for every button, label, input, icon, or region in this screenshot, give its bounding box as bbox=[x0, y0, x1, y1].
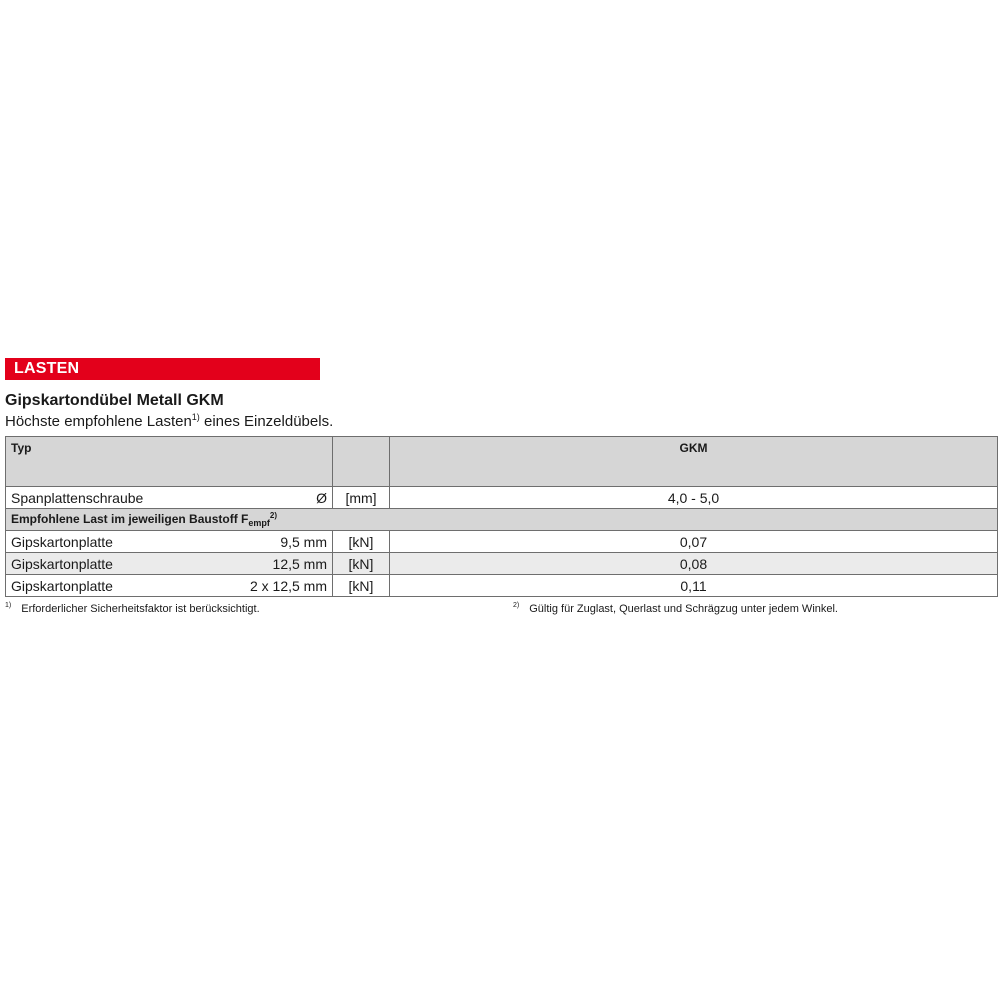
screw-unit-cell bbox=[333, 487, 390, 509]
header-product-cell bbox=[390, 437, 998, 487]
subtitle-footnote-mark: 1) bbox=[191, 412, 200, 422]
screw-unit: [mm] bbox=[345, 489, 377, 506]
table-section-row-load bbox=[6, 509, 998, 531]
table-row bbox=[6, 531, 998, 553]
load-label: Gipskartonplatte bbox=[11, 533, 113, 550]
section-heading-lasten bbox=[5, 358, 320, 380]
load-value: 0,07 bbox=[679, 533, 708, 550]
footnote-1-text: Erforderlicher Sicherheitsfaktor ist berücksichtigt. bbox=[21, 603, 260, 615]
header-unit-cell bbox=[333, 437, 390, 487]
load-label: Gipskartonplatte bbox=[11, 577, 113, 594]
load-unit-cell bbox=[333, 553, 390, 575]
load-unit-cell bbox=[333, 531, 390, 553]
footnote-2-text: Gültig für Zuglast, Querlast und Schrägzug unter jedem Winkel. bbox=[529, 603, 838, 615]
table-row bbox=[6, 553, 998, 575]
load-value-cell bbox=[390, 575, 998, 597]
load-thickness: 2 x 12,5 mm bbox=[249, 577, 327, 594]
load-value-cell bbox=[390, 553, 998, 575]
load-label-cell bbox=[6, 531, 333, 553]
load-value: 0,08 bbox=[679, 555, 708, 572]
section-heading-label: LASTEN bbox=[14, 360, 80, 377]
load-label-cell bbox=[6, 575, 333, 597]
table-row bbox=[6, 575, 998, 597]
load-value: 0,11 bbox=[680, 577, 707, 594]
screw-label: Spanplattenschraube bbox=[11, 489, 144, 506]
load-section-footnote-mark: 2) bbox=[269, 511, 278, 520]
product-title: Gipskartondübel Metall GKM bbox=[5, 392, 224, 409]
table-header-row bbox=[6, 437, 998, 487]
header-product-label: GKM bbox=[679, 441, 708, 455]
header-type-label: Typ bbox=[11, 441, 32, 455]
screw-value-cell bbox=[390, 487, 998, 509]
load-section-text: Empfohlene Last im jeweiligen Baustoff F bbox=[11, 512, 249, 526]
load-section-cell bbox=[6, 509, 998, 531]
load-unit: [kN] bbox=[348, 533, 374, 550]
footnote-1 bbox=[5, 602, 260, 616]
load-section-subscript: empf bbox=[248, 518, 270, 528]
diameter-symbol: Ø bbox=[316, 489, 327, 506]
load-value-cell bbox=[390, 531, 998, 553]
screw-value: 4,0 - 5,0 bbox=[667, 489, 720, 506]
subtitle-text-end: eines Einzeldübels. bbox=[199, 413, 334, 430]
load-table bbox=[5, 436, 998, 597]
screw-label-cell bbox=[6, 487, 333, 509]
footnote-2-mark: 2) bbox=[513, 602, 520, 609]
load-unit: [kN] bbox=[348, 555, 374, 572]
load-unit-cell bbox=[333, 575, 390, 597]
load-label: Gipskartonplatte bbox=[11, 555, 113, 572]
subtitle-text: Höchste empfohlene Lasten bbox=[5, 413, 192, 430]
product-subtitle bbox=[5, 412, 333, 432]
footnote-1-mark: 1) bbox=[5, 602, 12, 609]
footnote-2 bbox=[513, 602, 838, 616]
load-thickness: 9,5 mm bbox=[280, 533, 327, 550]
load-label-cell bbox=[6, 553, 333, 575]
header-type-cell bbox=[6, 437, 333, 487]
load-unit: [kN] bbox=[348, 577, 374, 594]
load-thickness: 12,5 mm bbox=[272, 555, 327, 572]
table-row-screw bbox=[6, 487, 998, 509]
